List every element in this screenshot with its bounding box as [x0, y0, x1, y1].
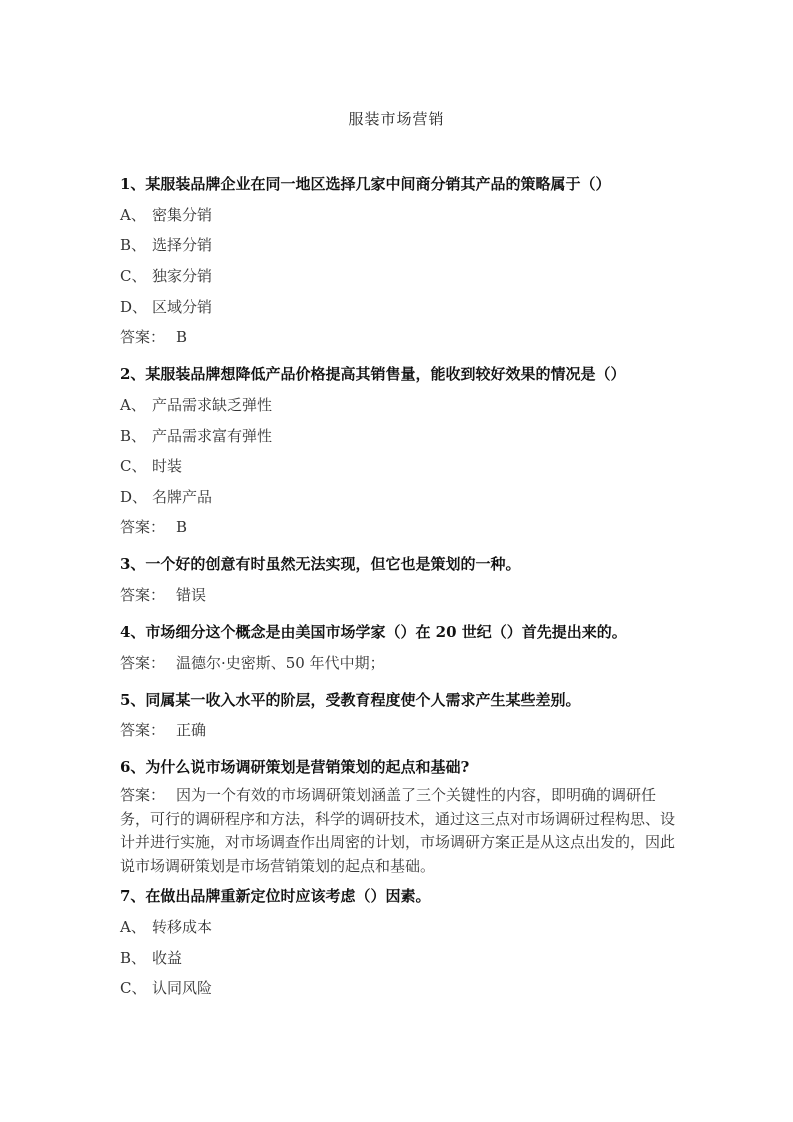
option-text: 区域分销	[152, 298, 213, 316]
answer-label: 答案：	[120, 518, 166, 536]
question-4: 4、市场细分这个概念是由美国市场学家（）在 20 世纪（）首先提出来的。	[120, 623, 627, 641]
q2-option-a	[120, 394, 272, 415]
q2-option-c	[120, 455, 182, 476]
option-text: 收益	[152, 949, 183, 967]
option-text: 认同风险	[152, 979, 213, 997]
q1-option-d	[120, 296, 212, 317]
option-letter: D、	[120, 298, 148, 316]
q5-answer	[120, 719, 206, 740]
option-letter: A、	[120, 918, 146, 936]
answer-label: 答案：	[120, 654, 166, 672]
option-text: 产品需求富有弹性	[152, 427, 273, 445]
answer-value: 正确	[176, 721, 207, 739]
answer-label: 答案：	[120, 721, 166, 739]
answer-value: B	[176, 328, 188, 346]
answer-label: 答案：	[120, 328, 166, 346]
option-text: 名牌产品	[152, 488, 213, 506]
q7-option-b	[120, 947, 182, 968]
answer-value: B	[176, 518, 188, 536]
answer-value: 错误	[176, 586, 207, 604]
q1-answer	[120, 326, 187, 347]
option-text: 时装	[152, 457, 183, 475]
option-letter: D、	[120, 488, 148, 506]
option-text: 转移成本	[152, 918, 213, 936]
option-letter: A、	[120, 396, 146, 414]
q1-option-c	[120, 265, 212, 286]
answer-label: 答案：	[120, 586, 166, 604]
option-letter: B、	[120, 949, 147, 967]
option-letter: B、	[120, 427, 147, 445]
question-1: 1、某服装品牌企业在同一地区选择几家中间商分销其产品的策略属于（）	[120, 175, 611, 193]
option-text: 密集分销	[152, 206, 213, 224]
q1-option-a	[120, 204, 212, 225]
q6-answer	[120, 784, 675, 878]
option-letter: B、	[120, 236, 147, 254]
q3-answer	[120, 584, 206, 605]
question-5: 5、同属某一收入水平的阶层，受教育程度使个人需求产生某些差别。	[120, 691, 581, 709]
answer-value: 因为一个有效的市场调研策划涵盖了三个关键性的内容，即明确的调研任务，可行的调研程序和方法，科学的调研技术，通过这三点对市场调研过程构思、设计并进行实施，对市场调查作出周密的计划，市场调研方案正是从这点出发的，因此说市场调研策划是市场营销策划的起点和基础。	[120, 786, 676, 875]
document-title: 服装市场营销	[348, 110, 445, 128]
question-7: 7、在做出品牌重新定位时应该考虑（）因素。	[120, 887, 431, 905]
q4-answer	[120, 652, 385, 673]
question-3: 3、一个好的创意有时虽然无法实现，但它也是策划的一种。	[120, 555, 521, 573]
option-letter: C、	[120, 979, 147, 997]
question-6: 6、为什么说市场调研策划是营销策划的起点和基础?	[120, 758, 470, 776]
option-text: 独家分销	[152, 267, 213, 285]
answer-label: 答案：	[120, 786, 166, 804]
q1-option-b	[120, 234, 212, 255]
q2-answer	[120, 516, 187, 537]
option-letter: C、	[120, 267, 147, 285]
q7-option-a	[120, 916, 212, 937]
option-text: 选择分销	[152, 236, 213, 254]
option-letter: A、	[120, 206, 146, 224]
option-text: 产品需求缺乏弹性	[152, 396, 273, 414]
q2-option-d	[120, 486, 212, 507]
option-letter: C、	[120, 457, 147, 475]
answer-value: 温德尔·史密斯、50 年代中期；	[176, 654, 385, 672]
question-2: 2、某服装品牌想降低产品价格提高其销售量，能收到较好效果的情况是（）	[120, 365, 626, 383]
q2-option-b	[120, 425, 272, 446]
q7-option-c	[120, 977, 212, 998]
